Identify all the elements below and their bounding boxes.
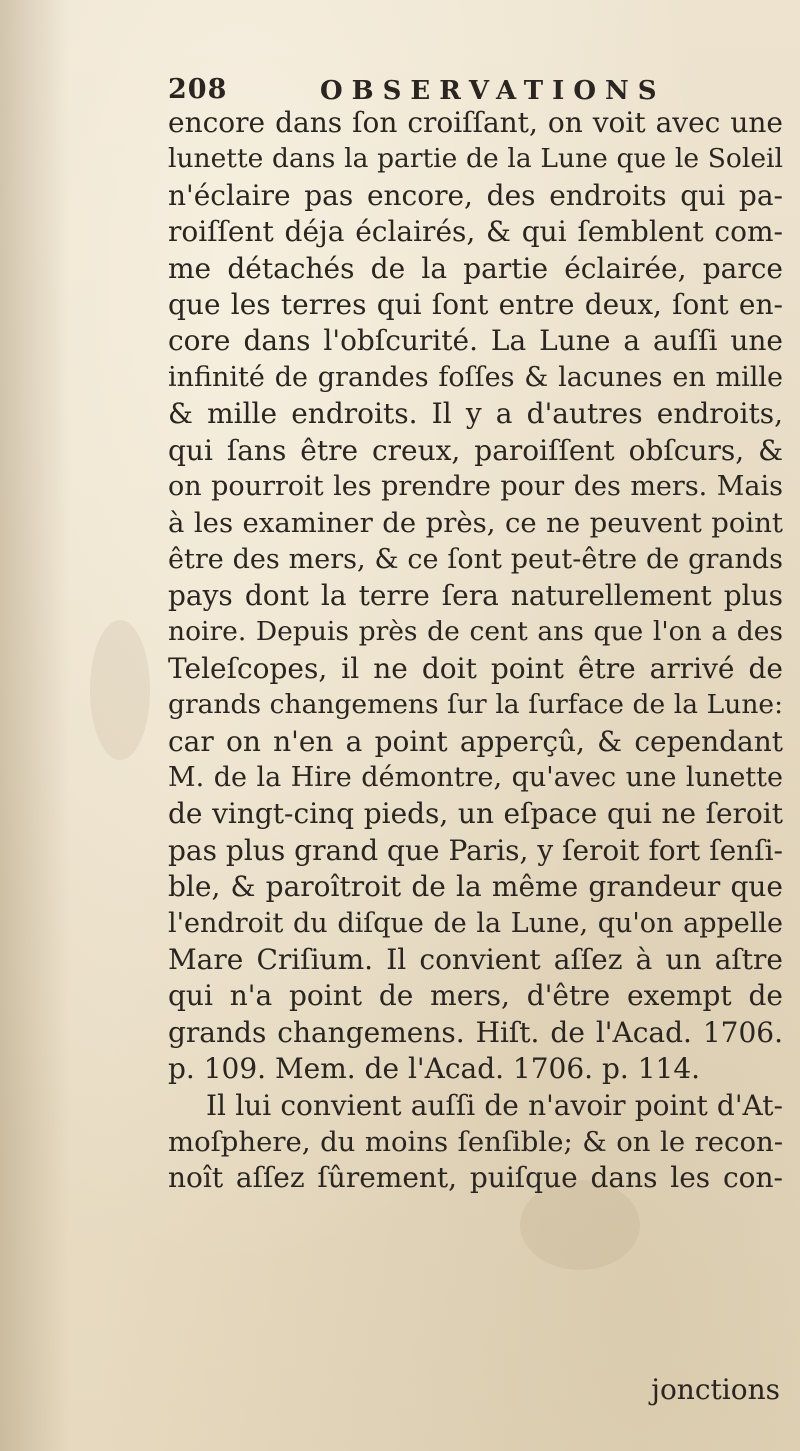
text-line: Il lui convient auſſi de n'avoir point d'At- [206, 1088, 783, 1122]
text-line: roiſſent déja éclairés, & qui ſemblent com- [168, 215, 783, 249]
text-line: p. 109. Mem. de l'Acad. 1706. p. 114. [168, 1052, 701, 1086]
text-line: lunette dans la partie de la Lune que le Soleil [168, 143, 783, 175]
text-line: & mille endroits. Il y a d'autres endroits, [168, 397, 783, 431]
text-line: à les examiner de près, ce ne peuvent point [168, 507, 783, 540]
text-line: M. de la Hire démontre, qu'avec une lunette [168, 762, 783, 794]
text-line: me détachés de la partie éclairée, parce [168, 251, 783, 285]
text-line: l'endroit du diſque de la Lune, qu'on appelle [168, 907, 783, 939]
text-line: car on n'en a point apperçû, & cependant [168, 724, 783, 758]
text-line: infinité de grandes foſſes & lacunes en mille [168, 361, 783, 393]
text-line: Teleſcopes, il ne doit point être arrivé de [168, 651, 783, 685]
catchword: jonctions [651, 1373, 780, 1406]
text-line: noire. Depuis près de cent ans que l'on a des [168, 616, 783, 648]
text-line: pas plus grand que Paris, y ſeroit fort ſenſi- [168, 833, 783, 867]
page-number: 208 [168, 74, 228, 105]
text-line: Mare Criſium. Il convient aſſez à un aſtre [168, 942, 783, 976]
text-line: de vingt-cinq pieds, un eſpace qui ne ſeroit [168, 797, 783, 831]
text-line: core dans l'obſcurité. La Lune a auſſi une [168, 324, 783, 358]
text-line: encore dans ſon croiſſant, on voit avec une [168, 106, 783, 139]
text-line: grands changemens. Hiſt. de l'Acad. 1706. [168, 1015, 783, 1049]
running-head: OBSERVATIONS [320, 76, 666, 106]
text-line: ble, & paroîtroit de la même grandeur que [168, 870, 783, 904]
body-text [168, 105, 783, 1197]
text-line: pays dont la terre ſera naturellement plus [168, 579, 783, 613]
text-line: qui ſans être creux, paroiſſent obſcurs, & [168, 433, 783, 467]
text-line: n'éclaire pas encore, des endroits qui pa- [168, 178, 783, 212]
text-line: être des mers, & ce ſont peut-être de grands [168, 543, 783, 575]
text-line: que les terres qui ſont entre deux, ſont en- [168, 287, 783, 321]
text-line: qui n'a point de mers, d'être exempt de [168, 979, 783, 1013]
text-line: noît aſſez ſûrement, puiſque dans les con- [168, 1161, 783, 1195]
text-line: on pourroit les prendre pour des mers. Mais [168, 470, 783, 502]
paper-stain [90, 620, 150, 760]
text-line: moſphere, du moins ſenſible; & on le recon- [168, 1125, 783, 1158]
text-line: grands changemens ſur la ſurface de la Lune: [168, 689, 783, 721]
